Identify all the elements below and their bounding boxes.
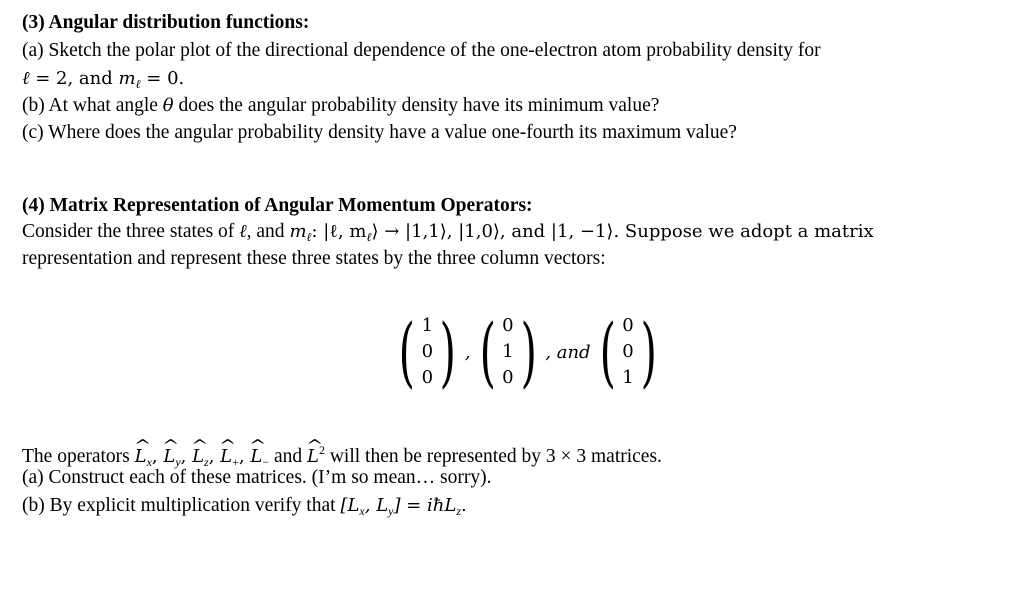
left-paren-icon: ( [398,307,415,396]
column-vector-1: ( 1 0 0 ) [398,307,457,396]
problem-3-part-b: (b) At what angle θ does the angular probability density have its minimum value? [22,95,660,116]
right-paren-icon: ) [640,307,657,396]
problem-3-part-a: (a) Sketch the polar plot of the directional dependence of the one-electron atom probability density for [22,40,821,61]
column-vectors: ( 1 0 0 ) , ( 0 1 0 ) , and ( 0 0 1 ) [392,312,663,392]
problem-4-intro-line1: Consider the three states of ℓ, and $m_\ell$: |ℓ, $m_\ell⟩$ → |1,1⟩, |1,0⟩, and |1, −1⟩. Suppose we adopt a matrix [22,221,874,244]
right-paren-icon: ) [439,307,457,396]
problem-3-part-c: (c) Where does the angular probability density have a value one-fourth its maximum value? [22,122,737,143]
column-vector-2: ( 0 1 0 ) [479,307,537,396]
problem-4-part-a: (a) Construct each of these matrices. (I’m so mean… sorry). [22,467,492,488]
problem-4-part-b: (b) By explicit multiplication verify that [$L_x$, $L_y$] = iħL$_z$. [22,495,467,518]
problem-4-intro-line2: representation and represent these three states by the three column vectors: [22,248,606,269]
right-paren-icon: ) [520,307,537,396]
left-paren-icon: ( [479,307,496,396]
problem-4-title: (4) Matrix Representation of Angular Momentum Operators: [22,195,533,216]
problem-3-title: (3) Angular distribution functions: [22,12,310,33]
left-paren-icon: ( [599,307,616,396]
problem-3-part-a-cont: ℓ = 2, and $m_\ell = 0$. [22,68,185,91]
column-vector-3: ( 0 0 1 ) [599,307,657,396]
operators-sentence: The operators ^ $L_x$, ^ $L_y$, ^ $L_z$, ^ $L_+$, ^ $L_-$ and ^ $L^2$ will then be represented by 3 × 3 matrices. [22,438,662,474]
